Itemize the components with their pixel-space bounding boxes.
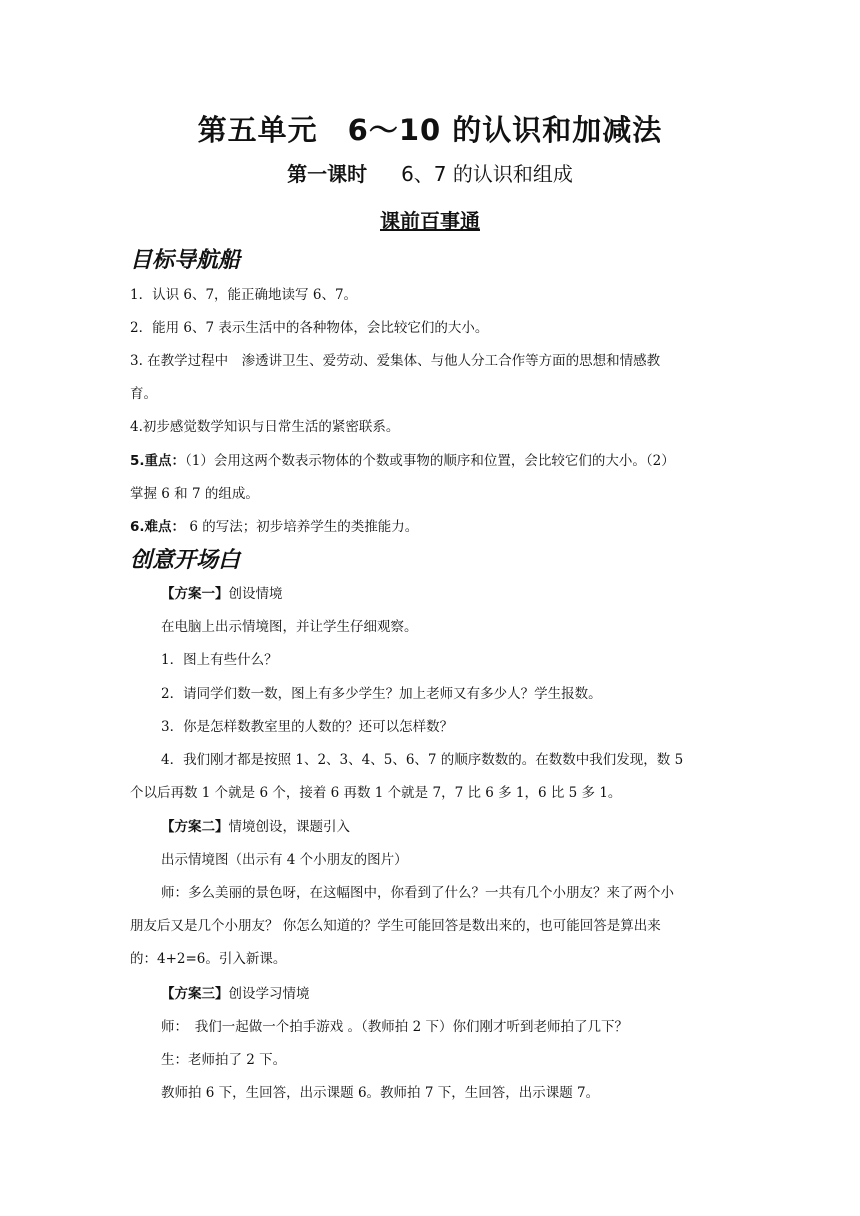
plan3-line-1: 师： 我们一起做一个拍手游戏 。（教师拍 2 下）你们刚才听到老师拍了几下？ bbox=[161, 1019, 628, 1035]
plan2-title: 情境创设，课题引入 bbox=[228, 819, 350, 835]
plan1-line-4: 3．你是怎样数教室里的人数的？还可以怎样数？ bbox=[161, 719, 454, 735]
key-points-cont: 掌握 6 和 7 的组成。 bbox=[130, 486, 259, 502]
plan2-line-2: 师：多么美丽的景色呀，在这幅图中，你看到了什么？一共有几个小朋友？来了两个小 bbox=[161, 885, 674, 901]
goals-heading: 目标导航船 bbox=[130, 248, 241, 273]
plan2-line-3: 朋友后又是几个小朋友？ 你怎么知道的？学生可能回答是数出来的，也可能回答是算出来 bbox=[130, 918, 661, 934]
plan1-line-1: 在电脑上出示情境图，并让学生仔细观察。 bbox=[161, 619, 418, 635]
lesson-subtitle bbox=[0, 158, 860, 187]
plan2-header bbox=[161, 817, 741, 837]
plan2-label: 【方案二】 bbox=[161, 819, 229, 835]
section-title: 课前百事通 bbox=[380, 209, 480, 233]
document-title: 第五单元 6～10 的认识和加减法 bbox=[197, 113, 663, 147]
plan3-label: 【方案三】 bbox=[161, 986, 229, 1002]
plan2-line-4: 的：4+2=6。引入新课。 bbox=[130, 951, 287, 967]
goal-item-4: 4.初步感觉数学知识与日常生活的紧密联系。 bbox=[130, 419, 400, 435]
plan3-line-3: 教师拍 6 下，生回答，出示课题 6。教师拍 7 下，生回答，出示课题 7。 bbox=[161, 1085, 600, 1101]
key-points bbox=[130, 451, 740, 471]
plan1-line-5: 4．我们刚才都是按照 1、2、3、4、5、6、7 的顺序数数的。在数数中我们发现，数 5 bbox=[161, 752, 684, 768]
plan1-header bbox=[161, 584, 741, 604]
lesson-topic: 6、7 的认识和组成 bbox=[401, 162, 573, 186]
key-points-label: 5.重点： bbox=[130, 453, 186, 469]
goal-item-3: 3. 在教学过程中 渗透讲卫生、爱劳动、爱集体、与他人分工合作等方面的思想和情感教 bbox=[130, 353, 661, 369]
plan3-header bbox=[161, 984, 741, 1004]
plan3-title: 创设学习情境 bbox=[228, 986, 310, 1002]
lesson-number: 第一课时 bbox=[287, 162, 368, 186]
difficulty-text: 6 的写法；初步培养学生的类推能力。 bbox=[185, 519, 419, 535]
plan3-line-2: 生：老师拍了 2 下。 bbox=[161, 1052, 287, 1068]
plan1-line-5-cont: 个以后再数 1 个就是 6 个，接着 6 再数 1 个就是 7，7 比 6 多 1，6 比 5 多 1。 bbox=[130, 785, 622, 801]
plan1-label: 【方案一】 bbox=[161, 586, 229, 602]
plan1-line-3: 2．请同学们数一数，图上有多少学生？加上老师又有多少人？学生报数。 bbox=[161, 686, 602, 702]
difficulty bbox=[130, 517, 740, 537]
opening-heading: 创意开场白 bbox=[130, 548, 241, 573]
plan2-line-1: 出示情境图（出示有 4 个小朋友的图片） bbox=[161, 852, 408, 868]
goal-item-3-cont: 育。 bbox=[130, 386, 157, 402]
goal-item-2: 2．能用 6、7 表示生活中的各种物体，会比较它们的大小。 bbox=[130, 320, 489, 336]
key-points-text: （1）会用这两个数表示物体的个数或事物的顺序和位置，会比较它们的大小。（2） bbox=[185, 453, 675, 469]
plan1-title: 创设情境 bbox=[228, 586, 283, 602]
plan1-line-2: 1．图上有些什么？ bbox=[161, 652, 278, 668]
goal-item-1: 1．认识 6、7，能正确地读写 6、7。 bbox=[130, 287, 358, 303]
difficulty-label: 6.难点： bbox=[130, 519, 186, 535]
